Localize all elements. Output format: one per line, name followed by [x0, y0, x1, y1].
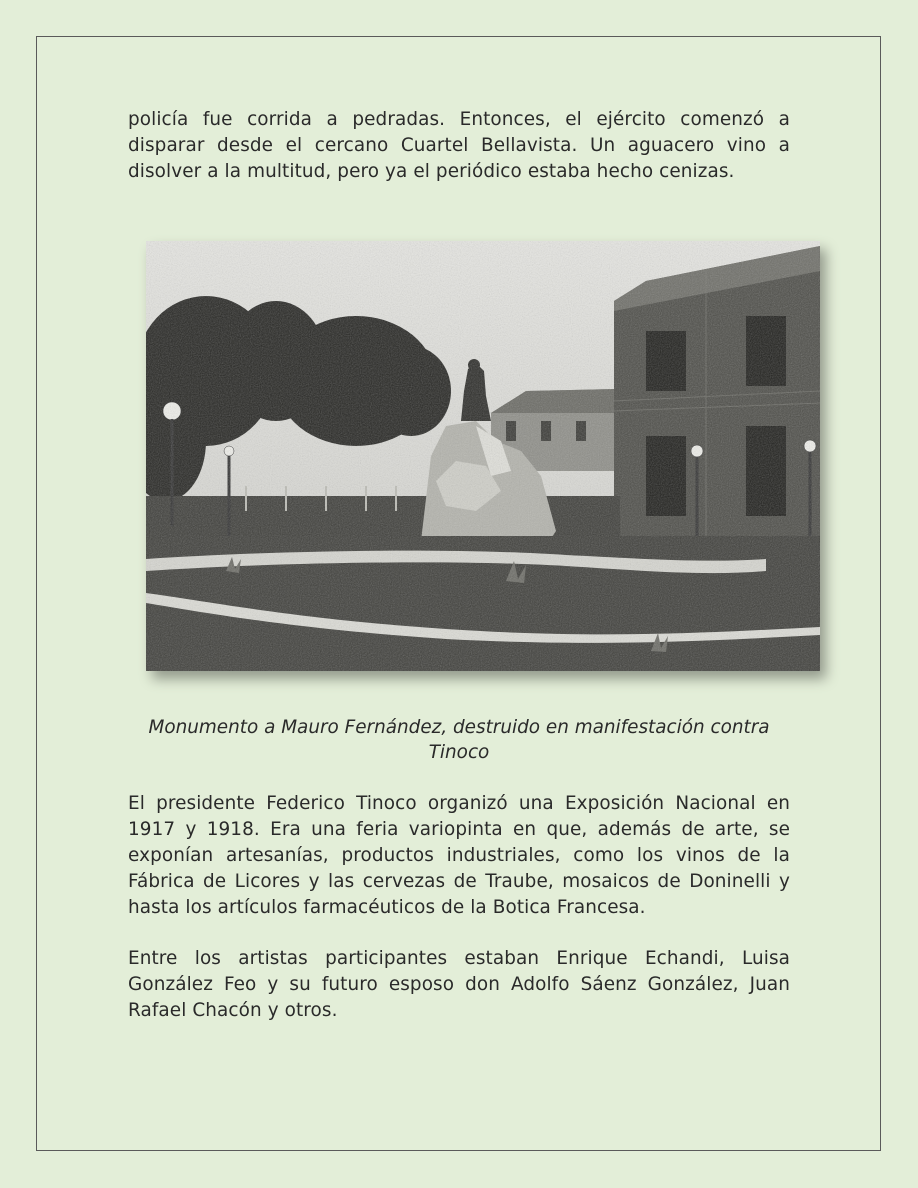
body-paragraph: Entre los artistas participantes estaban Enrique Echandi, Luisa González Feo y su futuro esposo don Adolfo Sáenz González, Juan Rafael Chacón y otros.	[128, 948, 790, 1021]
body-paragraph: policía fue corrida a pedradas. Entonces, el ejército comenzó a disparar desde el cercano Cuartel Bellavista. Un aguacero vino a disolver a la multitud, pero ya el periódico estaba hecho cenizas.	[128, 109, 790, 182]
body-paragraph: El presidente Federico Tinoco organizó una Exposición Nacional en 1917 y 1918. Era una feria variopinta en que, además de arte, se exponían artesanías, productos industriales, como los vinos de la Fábrica de Licores y las cervezas de Traube, mosaicos de Doninelli y hasta los artículos farmacéuticos de la Botica Francesa.	[128, 793, 790, 918]
monument-photo	[146, 241, 820, 671]
photo-caption: Monumento a Mauro Fernández, destruido en manifestación contra Tinoco	[148, 717, 770, 763]
